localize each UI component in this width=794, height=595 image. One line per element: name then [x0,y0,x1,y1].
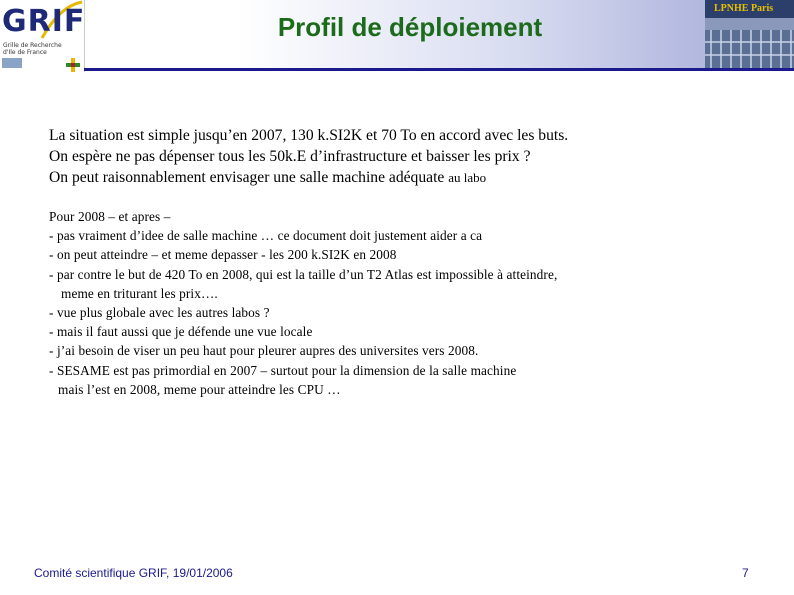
main-line [49,167,568,188]
note-line: - par contre le but de 420 To en 2008, qui est la taille d’un T2 Atlas est impossible à atteindre, [49,266,558,282]
main-line-text: On peut raisonnablement envisager une salle machine adéquate [49,169,445,186]
header-rule [84,68,794,71]
note-line: - mais il faut aussi que je défende une vue locale [49,324,313,340]
note-line: - SESAME est pas primordial en 2007 – surtout pour la dimension de la salle machine [49,362,517,378]
notes-block [49,207,557,399]
note-line: - j’ai besoin de viser un peu haut pour pleurer aupres des universites vers 2008. [49,343,479,359]
note-line: - on peut atteindre – et meme depasser - les 200 k.SI2K en 2008 [49,247,397,263]
logo-wordmark: GRIF [2,4,86,39]
logo-badge-icon [2,58,22,68]
page-number: 7 [742,566,749,580]
note-line: Pour 2008 – et apres – [49,209,171,224]
main-line: On espère ne pas dépenser tous les 50k.E d’infrastructure et baisser les prix ? [49,148,531,165]
footer-text: Comité scientifique GRIF, 19/01/2006 [34,566,233,580]
note-line: - vue plus globale avec les autres labos ? [49,305,270,321]
note-line: meme en triturant les prix…. [61,285,218,301]
logo-subtitle: Grille de Recherche d'Ile de France [3,42,62,56]
note-line: mais l’est en 2008, meme pour atteindre les CPU … [58,381,341,397]
lab-label: LPNHE Paris [714,3,774,14]
page-title: Profil de déploiement [277,12,543,42]
main-text-block [49,125,568,188]
logo-cross-icon [66,58,80,72]
main-line: La situation est simple jusqu’en 2007, 130 k.SI2K et 70 To en accord avec les buts. [49,127,569,144]
main-line-suffix: au labo [448,170,487,185]
note-line: - pas vraiment d’idee de salle machine … ce document doit justement aider a ca [49,228,483,244]
